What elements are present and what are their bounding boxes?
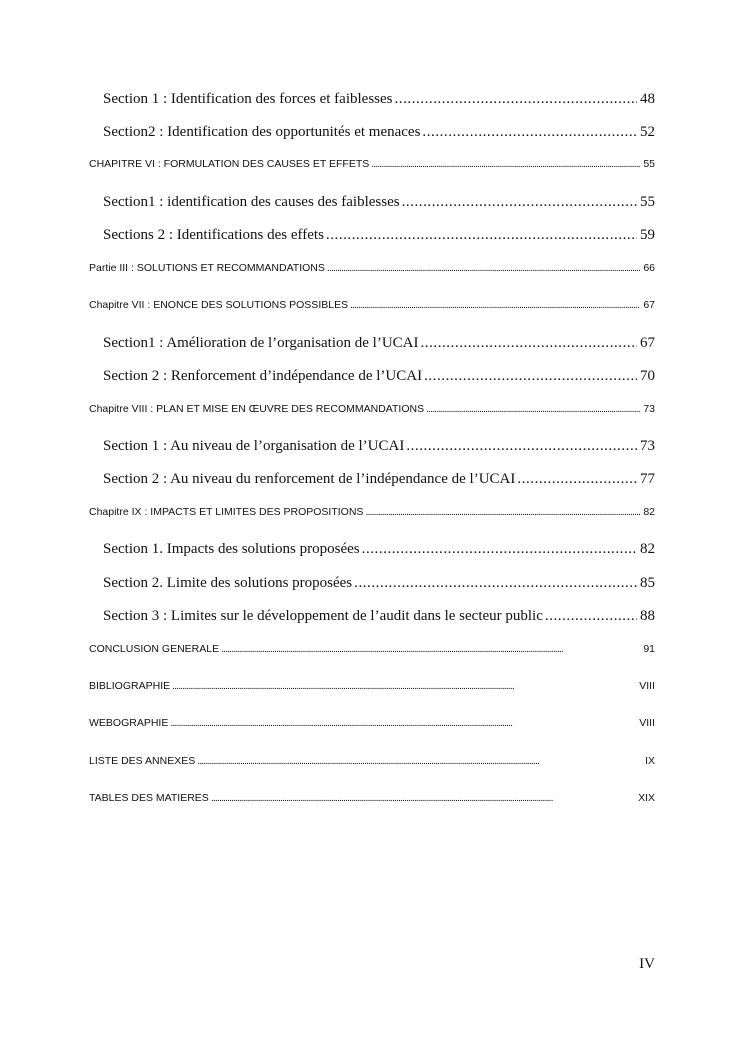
toc-entry-title: Chapitre IX : IMPACTS ET LIMITES DES PROPOSITIONS: [89, 506, 364, 518]
toc-entry[interactable]: [103, 541, 655, 558]
toc-entry-title: Section2 : Identification des opportunités et menaces: [103, 124, 421, 140]
toc-entry-page: 67: [640, 335, 655, 351]
toc-entry-page: VIII: [639, 680, 655, 692]
toc-entry[interactable]: [89, 717, 655, 729]
toc-entry[interactable]: [89, 262, 655, 274]
dot-leader: [197, 755, 642, 767]
toc-entry[interactable]: [89, 755, 655, 767]
toc-entry[interactable]: [103, 608, 655, 625]
toc-entry-page: 52: [640, 124, 655, 140]
toc-entry-title: Section 2 : Renforcement d’indépendance de l’UCAI: [103, 368, 423, 384]
toc-entry-page: VIII: [639, 717, 655, 729]
toc-entry-page: XIX: [638, 792, 655, 804]
toc-entry[interactable]: [103, 227, 655, 244]
toc-entry-title: Section 2. Limite des solutions proposées: [103, 575, 353, 591]
dot-leader: [426, 403, 640, 415]
dot-leader: [406, 438, 637, 455]
toc-entry-page: 82: [640, 541, 655, 557]
dot-leader: [424, 368, 637, 385]
toc-entry-page: IX: [645, 755, 655, 767]
toc-entry-title: Section 2 : Au niveau du renforcement de l’indépendance de l’UCAI: [103, 471, 516, 487]
dot-leader: [545, 608, 637, 625]
toc-entry-page: 67: [643, 299, 655, 311]
dot-leader: [350, 299, 640, 311]
toc-entry-page: 77: [640, 471, 655, 487]
toc-entry-title: CHAPITRE VI : FORMULATION DES CAUSES ET EFFETS: [89, 158, 370, 170]
toc-entry[interactable]: [103, 575, 655, 592]
toc-entry-title: LISTE DES ANNEXES: [89, 755, 196, 767]
toc-entry-page: 55: [643, 158, 655, 170]
dot-leader: [326, 227, 637, 244]
toc-entry-page: 88: [640, 608, 655, 624]
toc-entry[interactable]: [103, 91, 655, 108]
toc-entry-title: Section1 : Amélioration de l’organisation de l’UCAI: [103, 335, 419, 351]
dot-leader: [170, 717, 636, 729]
toc-entry-title: Section1 : identification des causes des faiblesses: [103, 194, 400, 210]
toc-entry-page: 91: [643, 643, 655, 655]
page-number: IV: [639, 956, 655, 972]
dot-leader: [422, 124, 637, 141]
dot-leader: [371, 158, 640, 170]
dot-leader: [395, 91, 638, 108]
toc-entry-title: WEBOGRAPHIE: [89, 717, 169, 729]
toc-entry[interactable]: [103, 124, 655, 141]
toc-entry-title: Chapitre VIII : PLAN ET MISE EN ŒUVRE DES RECOMMANDATIONS: [89, 403, 425, 415]
toc-entry[interactable]: [89, 506, 655, 518]
toc-entry-title: CONCLUSION GENERALE: [89, 643, 220, 655]
toc-entry[interactable]: [89, 643, 655, 655]
dot-leader: [211, 792, 635, 804]
toc-entry-page: 82: [643, 506, 655, 518]
toc-entry-page: 70: [640, 368, 655, 384]
toc-entry[interactable]: [89, 680, 655, 692]
toc-entry-title: Sections 2 : Identifications des effets: [103, 227, 324, 243]
toc-entry-page: 85: [640, 575, 655, 591]
dot-leader: [354, 575, 637, 592]
toc-entry[interactable]: [89, 299, 655, 311]
toc-entry[interactable]: [103, 335, 655, 352]
toc-entry-title: Partie III : SOLUTIONS ET RECOMMANDATIONS: [89, 262, 325, 274]
toc-entry[interactable]: [89, 403, 655, 415]
toc-entry-page: 73: [640, 438, 655, 454]
dot-leader: [327, 262, 640, 274]
toc-entry[interactable]: [89, 792, 655, 804]
toc-entry[interactable]: [103, 194, 655, 211]
toc-entry-page: 73: [643, 403, 655, 415]
toc-entry-page: 66: [643, 262, 655, 274]
dot-leader: [221, 643, 640, 655]
dot-leader: [172, 680, 636, 692]
toc-entry-page: 59: [640, 227, 655, 243]
toc-entry-title: Chapitre VII : ENONCE DES SOLUTIONS POSSIBLES: [89, 299, 349, 311]
toc-entry-title: BIBLIOGRAPHIE: [89, 680, 171, 692]
toc-entry[interactable]: [103, 438, 655, 455]
toc-entry-title: Section 1. Impacts des solutions proposées: [103, 541, 360, 557]
toc-entry[interactable]: [103, 368, 655, 385]
dot-leader: [365, 506, 640, 518]
dot-leader: [402, 194, 637, 211]
toc-entry-title: Section 1 : Au niveau de l’organisation de l’UCAI: [103, 438, 405, 454]
dot-leader: [517, 471, 637, 488]
toc-entry[interactable]: [89, 158, 655, 170]
toc-entry-title: Section 1 : Identification des forces et faiblesses: [103, 91, 393, 107]
dot-leader: [362, 541, 637, 558]
toc-entry-page: 48: [640, 91, 655, 107]
toc-entry[interactable]: [103, 471, 655, 488]
toc-entry-title: Section 3 : Limites sur le développement de l’audit dans le secteur public: [103, 608, 543, 624]
toc-entry-page: 55: [640, 194, 655, 210]
toc-entry-title: TABLES DES MATIERES: [89, 792, 209, 804]
dot-leader: [421, 335, 638, 352]
